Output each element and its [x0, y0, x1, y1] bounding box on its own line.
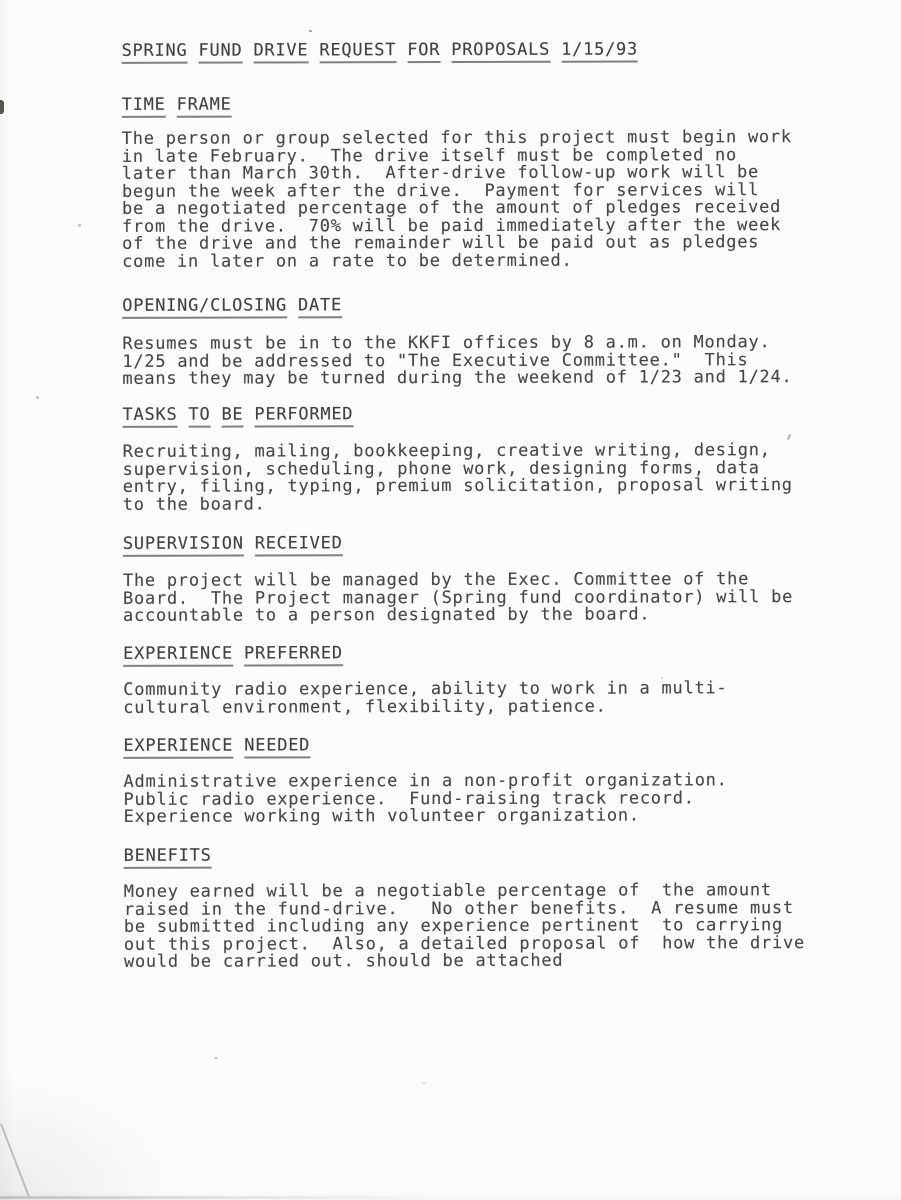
section-body-time-frame: The person or group selected for this project must begin work in late February. The drive itself must be completed no later than March 30th. After-drive follow-up work will be begun the week after the drive. Payment for services will be a negotiated percentage of the amount of pledges received from the drive. 70% will be paid immediately after the week of the drive and the remainder will be paid out as pledges come in later on a rate to be determined. — [121, 127, 792, 272]
scan-bottom-streak — [0, 1196, 430, 1199]
section-body-tasks-to-be-performed: Recruiting, mailing, bookkeeping, creative writing, design, supervision, scheduling, phone work, designing forms, data entry, filing, typing, premium solicitation, proposal writing to the board. — [122, 440, 793, 515]
section-heading-experience-preferred: EXPERIENCE PREFERRED — [123, 644, 343, 663]
scan-speck — [423, 1082, 425, 1084]
scan-speck — [661, 677, 663, 679]
section-body-opening-closing-date: Resumes must be in to the KKFI offices by 8 a.m. on Monday. 1/25 and be addressed to "The Executive Committee." This means they may be turned during the weekend of 1/23 and 1/24. — [122, 332, 793, 389]
scan-speck — [214, 1057, 218, 1059]
section-heading-benefits: BENEFITS — [124, 847, 212, 865]
section-heading-experience-needed: EXPERIENCE NEEDED — [123, 736, 310, 754]
section-body-supervision-received: The project will be managed by the Exec. Committee of the Board. The Project manager (Spring fund coordinator) will be accountable to a person designated by the board. — [122, 569, 794, 626]
section-heading-time-frame: TIME FRAME — [122, 96, 232, 114]
section-heading-opening-closing-date: OPENING/CLOSING DATE — [122, 296, 342, 315]
scan-speck — [309, 30, 312, 32]
scan-speck — [36, 396, 39, 399]
scan-speck — [78, 224, 81, 227]
section-heading-supervision-received: SUPERVISION RECEIVED — [123, 534, 343, 553]
section-body-experience-needed: Administrative experience in a non-profit organization. Public radio experience. Fund-raising track record. Experience working with volunteer organization. — [123, 770, 728, 827]
section-body-experience-preferred: Community radio experience, ability to work in a multi- cultural environment, flexibility, patience. — [123, 678, 728, 718]
section-body-benefits: Money earned will be a negotiable percentage of the amount raised in the fund-drive. No other benefits. A resume must be submitted including any experience pertinent to carrying out this project. Also, a detailed proposal of how the drive would be carried out. should be attached — [123, 880, 805, 972]
scan-edge-mark — [0, 100, 4, 114]
section-heading-tasks-to-be-performed: TASKS TO BE PERFORMED — [122, 405, 353, 424]
document-title: SPRING FUND DRIVE REQUEST FOR PROPOSALS 1/15/93 — [122, 41, 639, 60]
